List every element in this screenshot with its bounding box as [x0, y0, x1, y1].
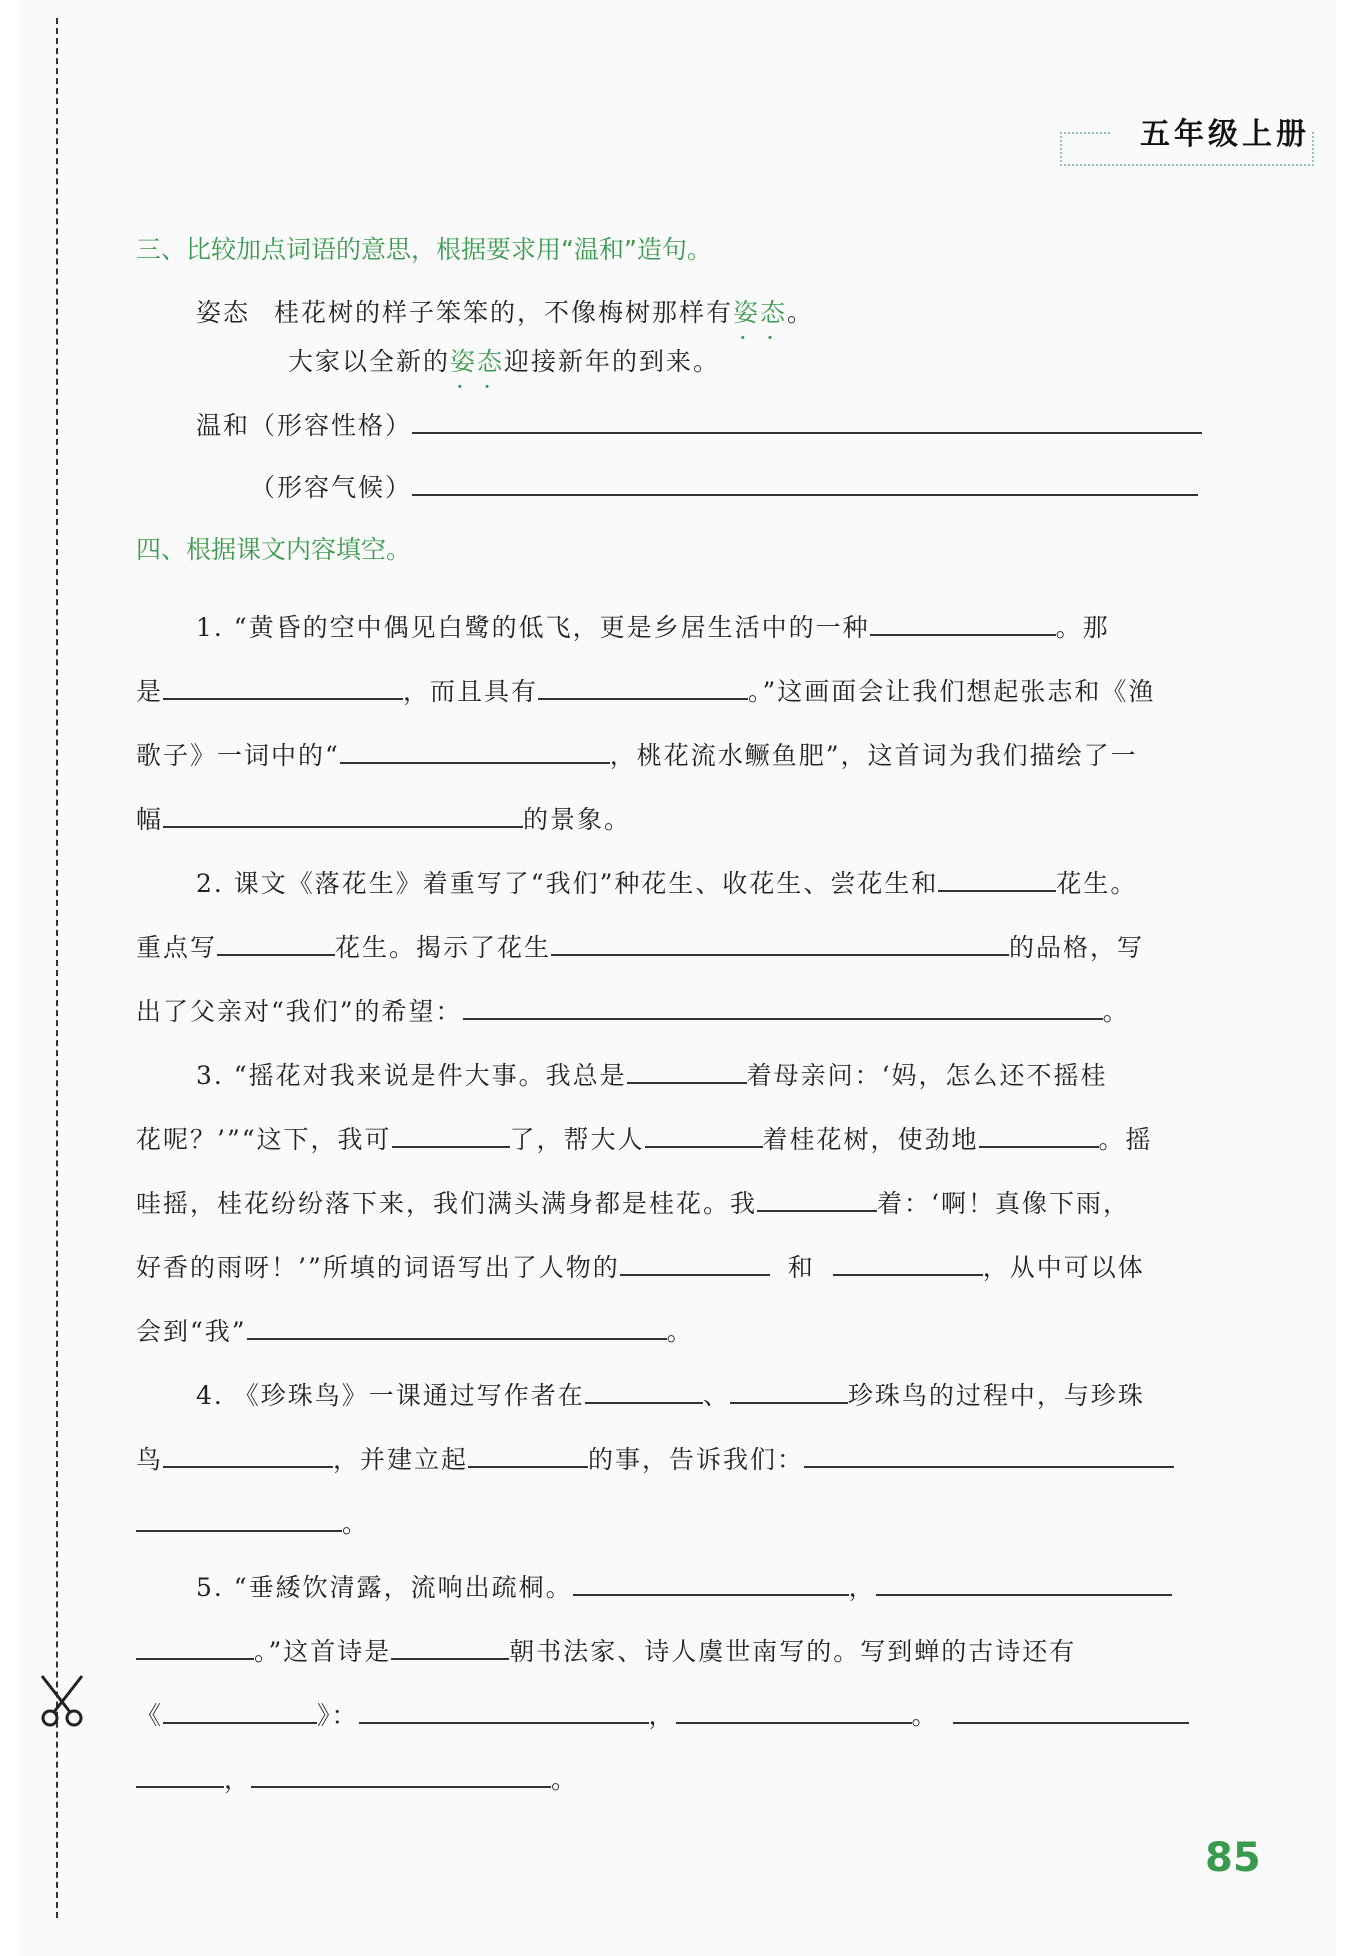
q4-text-d: 鸟	[136, 1445, 164, 1474]
q4-text-c: 珍珠鸟的过程中，与珍珠	[847, 1381, 1145, 1410]
example-sentence-2-end: 迎接新年的到来。	[504, 347, 721, 376]
q4-text-f: 的事，告诉我们：	[588, 1445, 805, 1474]
prompt-climate: （形容气候）	[250, 473, 413, 502]
q5-text-h: 。	[911, 1701, 939, 1730]
q1-text-f: 歌子》一词中的“	[136, 741, 340, 770]
q3-blank-1[interactable]	[627, 1056, 747, 1084]
q5-blank-1[interactable]	[573, 1568, 849, 1596]
q5-line-4	[136, 1760, 578, 1800]
q3-line-5	[136, 1312, 694, 1352]
q5-line-1	[196, 1568, 1172, 1608]
q5-text-c: 。”这首诗是	[254, 1637, 392, 1666]
q3-blank-4[interactable]	[979, 1120, 1099, 1148]
q3-text-j: 和	[787, 1253, 815, 1282]
q2-blank-4[interactable]	[463, 992, 1103, 1020]
q3-text-b: 着母亲问：‘妈，怎么还不摇桂	[746, 1061, 1108, 1090]
dotted-word-1: 姿态 · ·	[733, 298, 787, 327]
q3-text-m: 。	[666, 1317, 694, 1346]
q3-blank-5[interactable]	[757, 1184, 877, 1212]
q4-line-1	[196, 1376, 1145, 1416]
q5-blank-9[interactable]	[136, 1760, 224, 1788]
q3-text-c: 花呢？’”“这下，我可	[136, 1125, 392, 1154]
answer-row-temperament	[196, 406, 1202, 446]
q2-blank-3[interactable]	[551, 928, 1009, 956]
q4-line-3	[136, 1504, 369, 1544]
q3-line-4	[136, 1248, 1145, 1288]
example-word: 姿态	[196, 298, 251, 327]
q1-blank-5[interactable]	[163, 800, 523, 828]
section-3-heading: 三、比较加点词语的意思，根据要求用“温和”造句。	[136, 235, 712, 264]
q4-text-a: 4. 《珍珠鸟》一课通过写作者在	[196, 1381, 585, 1410]
answer-blank-climate[interactable]	[412, 468, 1198, 496]
q5-line-2	[136, 1632, 1076, 1672]
q1-text-a: 1. “黄昏的空中偶见白鹭的低飞，更是乡居生活中的一种	[196, 613, 870, 642]
q3-text-k: ，从中可以体	[982, 1253, 1145, 1282]
q1-blank-2[interactable]	[163, 672, 403, 700]
answer-row-climate	[250, 468, 1198, 508]
q5-blank-6[interactable]	[359, 1696, 649, 1724]
q1-text-e: 。”这画面会让我们想起张志和《渔	[748, 677, 1156, 706]
q2-line-1	[196, 864, 1137, 904]
q5-line-3	[136, 1696, 1189, 1736]
q1-blank-3[interactable]	[538, 672, 748, 700]
page-number: 85	[1205, 1835, 1261, 1881]
q4-blank-3[interactable]	[163, 1440, 333, 1468]
q1-text-d: ，而且具有	[403, 677, 539, 706]
q4-text-e: ，并建立起	[333, 1445, 469, 1474]
q3-text-g: 哇摇，桂花纷纷落下来，我们满头满身都是桂花。我	[136, 1189, 758, 1218]
q1-line-1	[196, 608, 1110, 648]
q5-text-g: ，	[648, 1701, 676, 1730]
section-3-example-1	[196, 293, 814, 333]
q2-blank-1[interactable]	[938, 864, 1056, 892]
q1-text-h: 幅	[136, 805, 164, 834]
q5-text-j: 。	[551, 1765, 579, 1794]
q5-blank-5[interactable]	[163, 1696, 317, 1724]
grade-label: 五年级上册	[1110, 110, 1310, 160]
answer-blank-temperament[interactable]	[412, 406, 1202, 434]
q3-text-i: 好香的雨呀！’”所填的词语写出了人物的	[136, 1253, 620, 1282]
q2-text-d: 花生。揭示了花生	[335, 933, 552, 962]
q1-text-g: ，桃花流水鳜鱼肥”，这首词为我们描绘了一	[609, 741, 1138, 770]
q1-text-i: 的景象。	[523, 805, 632, 834]
q3-blank-7[interactable]	[833, 1248, 983, 1276]
section-3-example-2	[288, 342, 720, 382]
section-4-heading: 四、根据课文内容填空。	[136, 535, 412, 564]
q5-text-a: 5. “垂緌饮清露，流响出疏桐。	[196, 1573, 573, 1602]
q4-blank-6[interactable]	[136, 1504, 342, 1532]
q2-text-a: 2. 课文《落花生》着重写了“我们”种花生、收花生、尝花生和	[196, 869, 939, 898]
q3-text-f: 。摇	[1098, 1125, 1153, 1154]
q5-text-e: 《	[136, 1701, 164, 1730]
q3-text-e: 着桂花树，使劲地	[762, 1125, 979, 1154]
q3-line-1	[196, 1056, 1108, 1096]
q3-blank-6[interactable]	[620, 1248, 770, 1276]
example-sentence-1: 桂花树的样子笨笨的，不像梅树那样有	[274, 298, 734, 327]
dotted-word-2: 姿态 · ·	[450, 347, 504, 376]
q2-text-g: 。	[1102, 997, 1130, 1026]
q1-line-2	[136, 672, 1155, 712]
q1-line-4	[136, 800, 631, 840]
q1-line-3	[136, 736, 1138, 776]
q2-text-b: 花生。	[1056, 869, 1138, 898]
q4-blank-1[interactable]	[585, 1376, 703, 1404]
q3-blank-3[interactable]	[645, 1120, 763, 1148]
scissors-icon	[36, 1672, 88, 1728]
q3-text-d: 了，帮大人	[509, 1125, 645, 1154]
q4-text-b: 、	[702, 1381, 730, 1410]
q2-line-2	[136, 928, 1144, 968]
q2-blank-2[interactable]	[217, 928, 335, 956]
q2-line-3	[136, 992, 1130, 1032]
q1-text-b: 。那	[1055, 613, 1110, 642]
q4-blank-4[interactable]	[468, 1440, 588, 1468]
q3-line-2	[136, 1120, 1153, 1160]
q1-blank-4[interactable]	[340, 736, 610, 764]
q5-text-d: 朝书法家、诗人虞世南写的。写到蝉的古诗还有	[509, 1637, 1077, 1666]
q4-blank-5[interactable]	[804, 1440, 1174, 1468]
q5-text-b: ，	[848, 1573, 876, 1602]
q3-text-l: 会到“我”	[136, 1317, 247, 1346]
q5-blank-10[interactable]	[251, 1760, 551, 1788]
q2-text-c: 重点写	[136, 933, 218, 962]
prompt-temperament: 温和（形容性格）	[196, 411, 413, 440]
cut-line	[56, 18, 58, 1918]
q5-blank-4[interactable]	[391, 1632, 509, 1660]
q1-text-c: 是	[136, 677, 164, 706]
q4-text-g: 。	[342, 1509, 370, 1538]
q1-blank-1[interactable]	[870, 608, 1056, 636]
q5-text-f: 》：	[317, 1701, 359, 1730]
q4-line-2	[136, 1440, 1174, 1480]
example-sentence-2: 大家以全新的	[288, 347, 451, 376]
q3-blank-8[interactable]	[247, 1312, 667, 1340]
q5-text-i: ，	[224, 1765, 252, 1794]
q5-blank-2[interactable]	[876, 1568, 1172, 1596]
q3-text-a: 3. “摇花对我来说是件大事。我总是	[196, 1061, 627, 1090]
q2-text-e: 的品格，写	[1009, 933, 1145, 962]
q4-blank-2[interactable]	[730, 1376, 848, 1404]
q3-blank-2[interactable]	[392, 1120, 510, 1148]
q3-text-h: 着：‘啊！真像下雨，	[877, 1189, 1130, 1218]
q2-text-f: 出了父亲对“我们”的希望：	[136, 997, 463, 1026]
q5-blank-8[interactable]	[953, 1696, 1189, 1724]
example-sentence-1-end: 。	[787, 298, 815, 327]
q3-line-3	[136, 1184, 1130, 1224]
q5-blank-3[interactable]	[136, 1632, 254, 1660]
q5-blank-7[interactable]	[676, 1696, 912, 1724]
